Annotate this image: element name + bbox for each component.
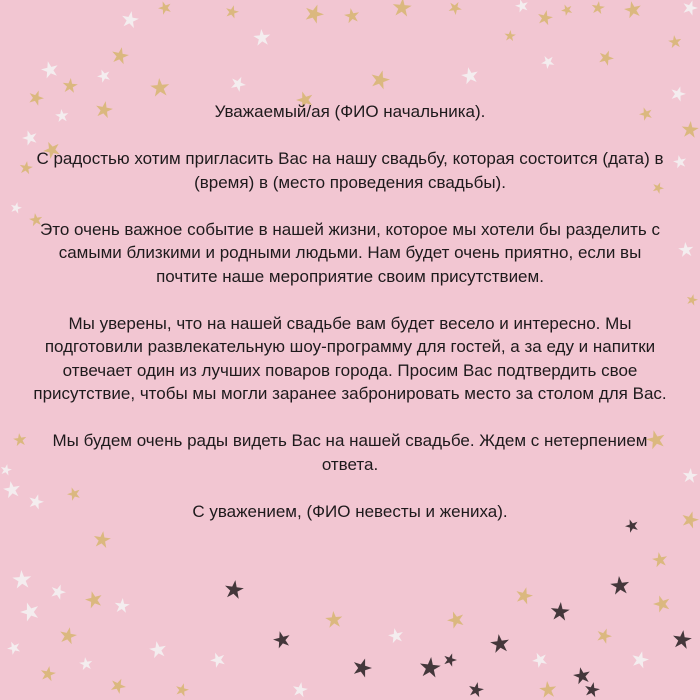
- confetti-star-icon: [9, 201, 23, 214]
- confetti-star-icon: [681, 120, 699, 138]
- confetti-star-icon: [597, 48, 617, 67]
- confetti-star-icon: [572, 665, 592, 684]
- confetti-star-icon: [40, 59, 61, 79]
- confetti-star-icon: [5, 639, 22, 656]
- confetti-star-icon: [343, 7, 360, 24]
- invitation-text: [30, 100, 670, 547]
- confetti-star-icon: [550, 601, 571, 621]
- confetti-star-icon: [460, 65, 480, 84]
- confetti-star-icon: [651, 593, 672, 614]
- confetti-star-icon: [208, 650, 228, 669]
- confetti-star-icon: [12, 569, 32, 588]
- confetti-star-icon: [18, 600, 42, 623]
- confetti-star-icon: [392, 0, 413, 17]
- confetti-star-icon: [108, 676, 128, 696]
- confetti-star-icon: [467, 681, 485, 698]
- confetti-star-icon: [2, 480, 22, 499]
- confetti-star-icon: [651, 551, 668, 568]
- confetti-star-icon: [609, 575, 630, 595]
- confetti-star-icon: [489, 633, 510, 654]
- confetti-star-icon: [39, 665, 56, 682]
- confetti-star-icon: [671, 629, 692, 650]
- confetti-star-icon: [148, 640, 168, 659]
- paragraph-event: Это очень важное событие в нашей жизни, которое мы хотели бы разделить с самыми близкими и родными людьми. Нам будет очень приятно, если вы почтите наше мероприятие своим присутствием.: [40, 219, 660, 286]
- confetti-star-icon: [49, 582, 68, 601]
- confetti-star-icon: [504, 30, 516, 42]
- confetti-star-icon: [174, 682, 190, 698]
- confetti-star-icon: [514, 585, 535, 605]
- closing-line: С уважением, (ФИО невесты и жениха).: [192, 501, 508, 521]
- confetti-star-icon: [559, 2, 574, 17]
- confetti-star-icon: [681, 0, 700, 17]
- confetti-star-icon: [678, 241, 695, 257]
- confetti-star-icon: [682, 467, 699, 483]
- confetti-star-icon: [530, 650, 550, 670]
- confetti-star-icon: [419, 656, 442, 678]
- confetti-star-icon: [253, 28, 271, 46]
- greeting-line: Уважаемый/ая (ФИО начальника).: [214, 102, 486, 121]
- confetti-star-icon: [120, 10, 140, 29]
- confetti-star-icon: [302, 1, 326, 25]
- confetti-star-icon: [110, 45, 130, 64]
- confetti-star-icon: [114, 597, 131, 613]
- confetti-star-icon: [350, 656, 374, 679]
- confetti-star-icon: [156, 0, 173, 16]
- confetti-star-icon: [442, 651, 459, 667]
- confetti-star-icon: [623, 0, 643, 19]
- confetti-star-icon: [669, 84, 688, 102]
- confetti-star-icon: [0, 463, 13, 476]
- confetti-star-icon: [595, 626, 614, 645]
- confetti-star-icon: [680, 509, 700, 529]
- confetti-star-icon: [539, 53, 557, 71]
- confetti-star-icon: [62, 77, 79, 93]
- confetti-star-icon: [446, 0, 464, 16]
- paragraph-date: С радостью хотим пригласить Вас на нашу свадьбу, которая состоится (дата) в (время) в (место проведения свадьбы).: [36, 149, 664, 192]
- confetti-star-icon: [667, 34, 682, 48]
- confetti-star-icon: [228, 74, 248, 94]
- confetti-star-icon: [12, 432, 27, 446]
- confetti-star-icon: [78, 656, 93, 670]
- confetti-star-icon: [630, 649, 651, 669]
- confetti-star-icon: [514, 0, 530, 13]
- confetti-star-icon: [445, 609, 467, 630]
- confetti-star-icon: [672, 154, 688, 169]
- confetti-star-icon: [224, 4, 240, 20]
- paragraph-wish: Мы будем очень рады видеть Вас на нашей свадьбе. Ждем с нетерпением ответа.: [52, 431, 648, 474]
- confetti-star-icon: [325, 610, 343, 628]
- confetti-star-icon: [536, 9, 554, 26]
- confetti-star-icon: [539, 680, 558, 698]
- confetti-star-icon: [83, 589, 104, 609]
- confetti-star-icon: [271, 629, 292, 649]
- confetti-star-icon: [95, 67, 112, 84]
- confetti-star-icon: [58, 625, 78, 644]
- confetti-star-icon: [223, 579, 244, 600]
- confetti-star-icon: [591, 0, 606, 14]
- confetti-star-icon: [583, 681, 601, 698]
- confetti-star-icon: [369, 68, 392, 90]
- confetti-star-icon: [150, 77, 171, 97]
- paragraph-program: Мы уверены, что на нашей свадьбе вам будет весело и интересно. Мы подготовили развлекательную шоу-программу для гостей, а за еду и напитки отвечает один из лучших поваров города. Просим Вас подтвердить свое присутствие, чтобы мы могли заранее забронировать место за столом для Вас.: [33, 313, 667, 403]
- confetti-star-icon: [291, 681, 308, 698]
- confetti-star-icon: [387, 627, 405, 644]
- confetti-star-icon: [685, 293, 699, 306]
